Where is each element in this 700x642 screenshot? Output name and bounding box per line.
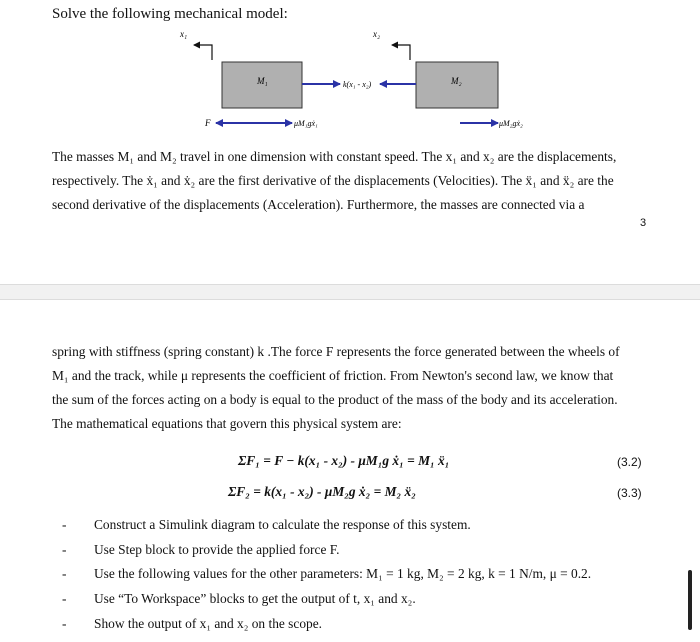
equation-number-3-2: (3.2) <box>617 455 642 469</box>
task-item: - Use the following values for the other parameters: M₁ = 1 kg, M₂ = 2 kg, k = 1 N/m, μ = 0.2. <box>62 566 591 591</box>
m1-label: M₁ <box>257 76 268 86</box>
para1-line: respectively. The ẋ₁ and ẋ₂ are the first derivative of the displacements (Velocities). The ẍ₁ and ẍ₂ are the <box>52 173 614 188</box>
x1-arrow <box>194 45 212 60</box>
task-item: - Use Step block to provide the applied force F. <box>62 542 591 567</box>
equation-3-3: ΣF₂ = k(x₁ - x₂) - μM₂g ẋ₂ = M₂ ẍ₂ <box>228 484 416 499</box>
para2-line: M₁ and the track, while μ represents the coefficient of friction. From Newton's second law, we know that <box>52 368 614 383</box>
equation-number-3-3: (3.3) <box>617 486 642 500</box>
task-item: - Construct a Simulink diagram to calculate the response of this system. <box>62 517 591 542</box>
page-number: 3 <box>640 217 647 229</box>
para2-line: The mathematical equations that govern this physical system are: <box>52 416 402 431</box>
para1-line: second derivative of the displacements (Acceleration). Furthermore, the masses are connected via a <box>52 197 585 212</box>
para1-line: The masses M₁ and M₂ travel in one dimension with constant speed. The x₁ and x₂ are the displacements, <box>52 149 617 164</box>
friction-m2-label: μM₂gẋ₂ <box>499 119 523 128</box>
x2-arrow <box>392 45 410 60</box>
x2-label: x₂ <box>373 29 381 39</box>
mechanical-diagram <box>160 26 580 144</box>
m2-label: M₂ <box>451 76 462 86</box>
spring-force-label: k(x₁ - x₂) <box>343 80 372 89</box>
task-item: - Show the output of x₁ and x₂ on the scope. <box>62 616 591 641</box>
task-item: - Use “To Workspace” blocks to get the output of t, x₁ and x₂. <box>62 591 591 616</box>
task-list <box>62 517 591 640</box>
force-f-label: F <box>205 118 211 128</box>
page-break-gap <box>0 284 700 300</box>
problem-heading: Solve the following mechanical model: <box>52 6 288 22</box>
friction-m1-label: μM₁gẋ₁ <box>294 119 318 128</box>
para2-line: the sum of the forces acting on a body is equal to the product of the mass of the body and its acceleration. <box>52 392 618 407</box>
para2-line: spring with stiffness (spring constant) k .The force F represents the force generated between the wheels of <box>52 344 620 359</box>
vertical-scrollbar[interactable] <box>688 570 692 630</box>
equation-3-2: ΣF₁ = F − k(x₁ - x₂) - μM₁g ẋ₁ = M₁ ẍ₁ <box>238 453 450 468</box>
x1-label: x₁ <box>180 29 188 39</box>
